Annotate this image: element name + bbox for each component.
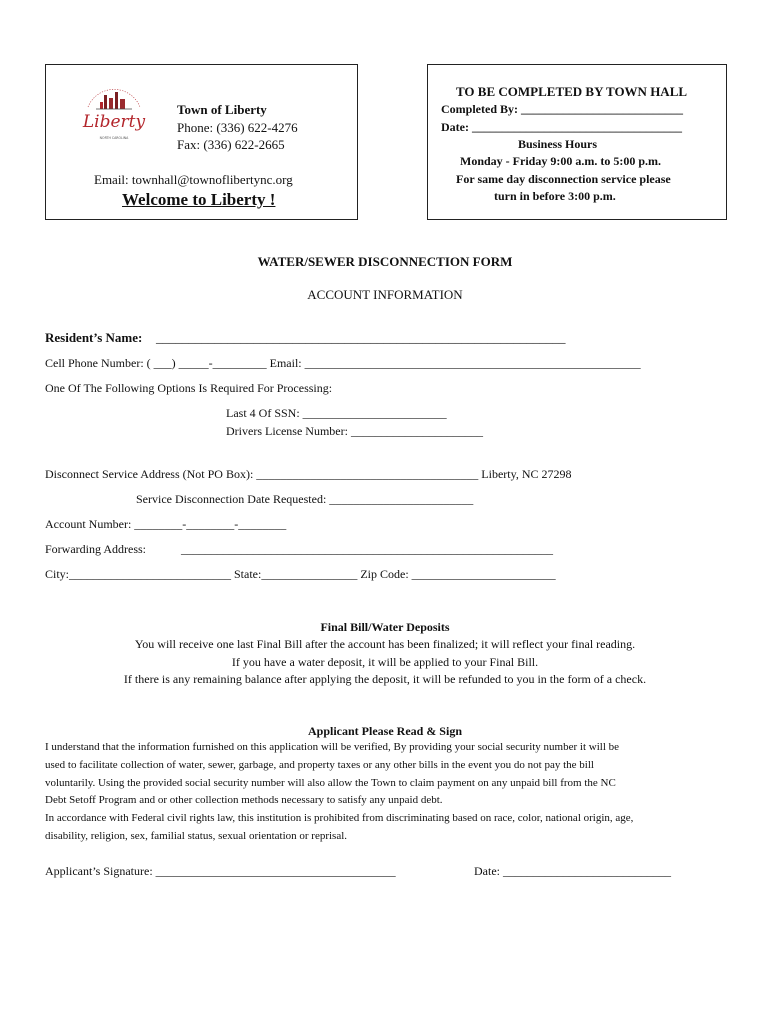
sign-title: Applicant Please Read & Sign	[307, 724, 462, 738]
account-number-field[interactable]: Account Number: ________-________-________	[45, 517, 287, 531]
completed-by-field[interactable]: Completed By: ___________________________	[441, 102, 683, 116]
town-logo	[82, 87, 146, 145]
disconnection-date-field[interactable]: Service Disconnection Date Requested: ________________________	[136, 492, 474, 506]
svg-text:NORTH CAROLINA: NORTH CAROLINA	[99, 136, 129, 140]
hours-text: Monday - Friday 9:00 a.m. to 5:00 p.m.	[460, 154, 661, 168]
signature-field[interactable]: Applicant’s Signature: ________________________________________	[45, 864, 396, 878]
form-subtitle: ACCOUNT INFORMATION	[307, 287, 463, 302]
welcome-heading: Welcome to Liberty !	[122, 190, 276, 209]
office-use-box	[427, 64, 727, 220]
agreement-line-2: used to facilitate collection of water, sewer, garbage, and property taxes or any other bills in the event you do not pay the bill	[45, 759, 594, 771]
same-day-note-2: turn in before 3:00 p.m.	[494, 189, 616, 203]
office-date-field[interactable]: Date: ___________________________________	[441, 120, 682, 134]
signature-date-field[interactable]: Date: ____________________________	[474, 864, 671, 878]
resident-name-label: Resident’s Name:	[45, 330, 143, 345]
agreement-line-3: voluntarily. Using the provided social security number will also allow the Town to claim payment on any unpaid bill from the NC	[45, 777, 616, 789]
agreement-line-1: I understand that the information furnished on this application will be verified, By providing your social security number it will be	[45, 741, 620, 753]
options-note: One Of The Following Options Is Required For Processing:	[45, 381, 333, 395]
final-bill-line-3: If there is any remaining balance after applying the deposit, it will be refunded to you in the form of a check.	[123, 672, 647, 686]
forwarding-address-field[interactable]: ______________________________________________________________	[181, 542, 553, 556]
logo-emblem-icon	[82, 87, 146, 145]
town-info-box	[45, 64, 358, 220]
city-state-zip-field[interactable]: City:___________________________ State:________________ Zip Code: ________________________	[45, 567, 556, 581]
service-address-field[interactable]: Disconnect Service Address (Not PO Box): _____________________________________ Liberty, NC 27298	[45, 467, 572, 481]
agreement-line-5: In accordance with Federal civil rights law, this institution is prohibited from discriminating based on race, color, national origin, age,	[45, 812, 634, 824]
ssn-field[interactable]: Last 4 Of SSN: ________________________	[226, 406, 447, 420]
hours-title: Business Hours	[518, 137, 598, 151]
resident-name-field[interactable]: _______________________________________________________________	[156, 330, 566, 345]
svg-text:Liberty: Liberty	[82, 112, 146, 132]
town-email: Email: townhall@townoflibertync.org	[94, 172, 293, 187]
same-day-note-1: For same day disconnection service please	[456, 172, 671, 186]
agreement-line-4: Debt Setoff Program and or other collection methods necessary to satisfy any unpaid debt.	[45, 794, 443, 806]
town-name: Town of Liberty	[177, 102, 267, 117]
drivers-license-field[interactable]: Drivers License Number: ______________________	[226, 424, 483, 438]
agreement-line-6: disability, religion, sex, familial status, sexual orientation or reprisal.	[45, 830, 348, 842]
form-title: WATER/SEWER DISCONNECTION FORM	[257, 254, 513, 269]
office-use-title: TO BE COMPLETED BY TOWN HALL	[456, 84, 688, 99]
town-phone: Phone: (336) 622-4276	[177, 120, 298, 135]
final-bill-title: Final Bill/Water Deposits	[320, 620, 450, 634]
town-fax: Fax: (336) 622-2665	[177, 137, 285, 152]
forwarding-address-label: Forwarding Address:	[45, 542, 146, 556]
cell-email-field[interactable]: Cell Phone Number: ( ___) _____-_________ Email: ________________________________________________________	[45, 356, 641, 370]
final-bill-line-1: You will receive one last Final Bill after the account has been finalized; it will reflect your final reading.	[134, 637, 636, 651]
final-bill-line-2: If you have a water deposit, it will be applied to your Final Bill.	[231, 655, 539, 669]
